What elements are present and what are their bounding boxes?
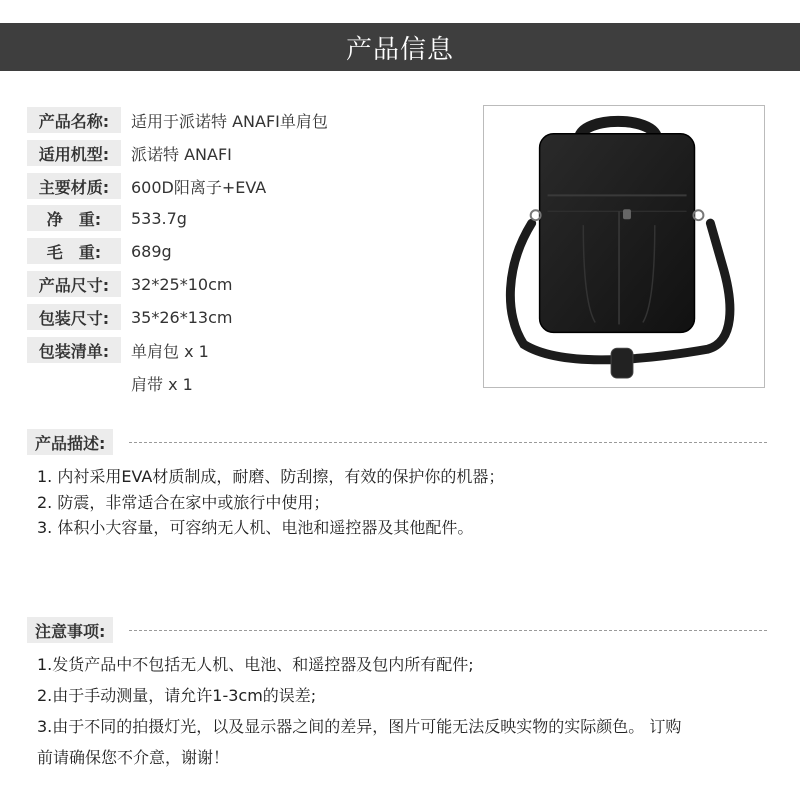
dashed-divider	[129, 442, 767, 443]
spec-label: 适用机型:	[27, 140, 121, 166]
spec-label: 包装尺寸:	[27, 304, 121, 330]
spec-row-model	[27, 140, 232, 166]
spec-row-gross-weight	[27, 238, 172, 264]
spec-value: 600D阳离子+EVA	[131, 177, 267, 197]
shoulder-bag-image	[484, 106, 764, 387]
spec-row-packing-list	[27, 337, 209, 363]
spec-value: 单肩包 x 1	[131, 341, 209, 361]
description-line: 2. 防震，非常适合在家中或旅行中使用；	[37, 493, 330, 512]
spec-label: 产品名称:	[27, 107, 121, 133]
dashed-divider	[129, 630, 767, 631]
page-header	[0, 23, 800, 71]
spec-label: 毛 重:	[27, 238, 121, 264]
spec-row-product-size	[27, 271, 232, 297]
spec-value: 35*26*13cm	[131, 307, 233, 327]
spec-value: 32*25*10cm	[131, 274, 233, 294]
spec-row-name	[27, 107, 328, 133]
spec-value: 派诺特 ANAFI	[131, 144, 232, 164]
product-photo	[483, 105, 765, 388]
spec-label: 包装清单:	[27, 337, 121, 363]
spec-label: 主要材质:	[27, 173, 121, 199]
description-title: 产品描述:	[27, 429, 113, 455]
description-section-header	[27, 429, 767, 455]
note-line: 前请确保您不介意，谢谢！	[37, 748, 230, 767]
note-line: 2.由于手动测量，请允许1-3cm的误差;	[37, 686, 317, 705]
spec-row-material	[27, 173, 266, 199]
spec-label: 产品尺寸:	[27, 271, 121, 297]
spec-row-package-size	[27, 304, 232, 330]
description-line: 1. 内衬采用EVA材质制成，耐磨、防刮擦，有效的保护你的机器；	[37, 467, 505, 486]
description-line: 3. 体积小大容量，可容纳无人机、电池和遥控器及其他配件。	[37, 518, 474, 537]
notes-section-header	[27, 617, 767, 643]
spec-value: 689g	[131, 241, 172, 261]
note-line: 1.发货产品中不包括无人机、电池、和遥控器及包内所有配件;	[37, 655, 474, 674]
notes-title: 注意事项:	[27, 617, 113, 643]
spec-row-net-weight	[27, 205, 187, 231]
packing-list-extra: 肩带 x 1	[131, 375, 193, 394]
note-line: 3.由于不同的拍摄灯光，以及显示器之间的差异，图片可能无法反映实物的实际颜色。 订购	[37, 717, 682, 736]
spec-value: 533.7g	[131, 208, 187, 228]
spec-value: 适用于派诺特 ANAFI单肩包	[131, 111, 328, 131]
page-title: 产品信息	[345, 34, 454, 65]
spec-label: 净 重:	[27, 205, 121, 231]
